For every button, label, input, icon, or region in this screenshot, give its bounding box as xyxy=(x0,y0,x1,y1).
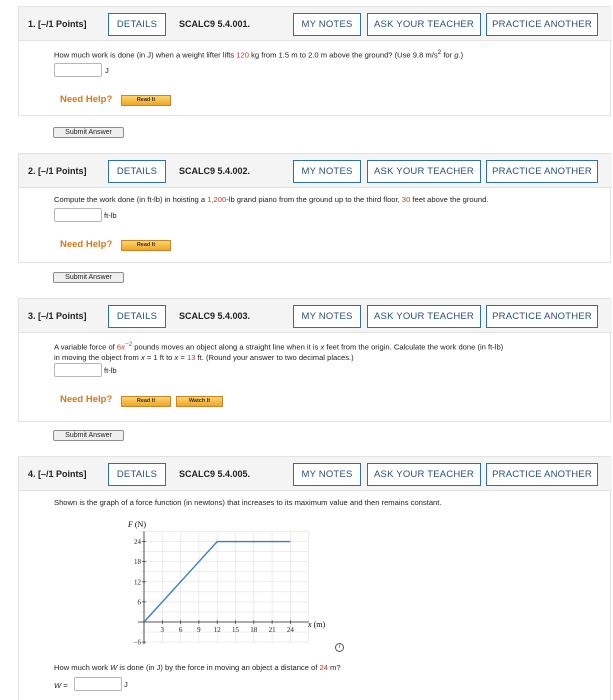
question-code: SCALC9 5.4.003. xyxy=(179,311,251,321)
question-code: SCALC9 5.4.001. xyxy=(179,19,251,29)
my-notes-button[interactable]: MY NOTES xyxy=(293,13,361,36)
question-prompt: A variable force of $6x^{-2}$ pounds moves an object along a straight line when it is x feet from the origin. Calculate the work done (in ft-lb) in moving the object from x = 1 ft to x = 13 ft. (Round your answer to two decimal places.) xyxy=(54,341,504,362)
answer-input[interactable] xyxy=(54,208,102,222)
details-button[interactable]: DETAILS xyxy=(108,305,166,328)
submit-answer-button[interactable]: Submit Answer xyxy=(53,272,124,283)
question-header xyxy=(19,457,612,491)
need-help-label: Need Help? xyxy=(60,239,113,250)
submit-answer-button[interactable]: Submit Answer xyxy=(53,127,124,138)
question-4-ask: How much work W is done (in J) by the force in moving an object a distance of 24 m? xyxy=(54,663,341,672)
answer-unit: J xyxy=(124,680,128,689)
y-tick-label: 6 xyxy=(137,598,141,607)
x-tick-label: 18 xyxy=(250,626,258,634)
question-header xyxy=(19,299,612,333)
x-axis-label: x (m) xyxy=(308,620,326,629)
question-prompt: How much work is done (in J) when a weight lifter lifts 120 kg from 1.5 m to 2.0 m above the ground? (Use 9.8 $m/s^2$ for g.) xyxy=(54,49,464,60)
question-code: SCALC9 5.4.005. xyxy=(179,469,251,479)
question-header xyxy=(19,7,612,41)
x-tick-label: 24 xyxy=(286,626,294,634)
question-code: SCALC9 5.4.002. xyxy=(179,166,251,176)
answer-input[interactable] xyxy=(54,363,102,377)
question-number: 4. [–/1 Points] xyxy=(28,469,87,479)
answer-unit: J xyxy=(105,66,109,75)
practice-another-button[interactable]: PRACTICE ANOTHER xyxy=(486,160,598,183)
x-tick-label: 21 xyxy=(268,626,276,634)
watch-it-button[interactable]: Watch It xyxy=(176,396,223,407)
ask-teacher-button[interactable]: ASK YOUR TEACHER xyxy=(367,13,481,36)
info-icon[interactable]: i xyxy=(335,643,344,652)
read-it-button[interactable]: Read It xyxy=(121,240,171,251)
practice-another-button[interactable]: PRACTICE ANOTHER xyxy=(486,463,598,486)
question-number: 1. [–/1 Points] xyxy=(28,19,87,29)
answer-label: W = xyxy=(54,681,68,690)
y-tick-label: −6 xyxy=(133,638,141,647)
need-help-label: Need Help? xyxy=(60,394,113,405)
question-number: 3. [–/1 Points] xyxy=(28,311,87,321)
answer-unit: ft-lb xyxy=(104,366,117,375)
read-it-button[interactable]: Read It xyxy=(121,396,171,407)
practice-another-button[interactable]: PRACTICE ANOTHER xyxy=(486,13,598,36)
answer-input[interactable] xyxy=(74,677,122,691)
question-prompt: Shown is the graph of a force function (in newtons) that increases to its maximum value and then remains constant. xyxy=(54,498,442,507)
my-notes-button[interactable]: MY NOTES xyxy=(293,160,361,183)
question-prompt: Compute the work done (in ft-lb) in hoisting a 1,200-lb grand piano from the ground up to the third floor, 30 feet above the ground. xyxy=(54,195,489,204)
y-tick-label: 12 xyxy=(134,578,141,587)
details-button[interactable]: DETAILS xyxy=(108,160,166,183)
details-button[interactable]: DETAILS xyxy=(108,13,166,36)
details-button[interactable]: DETAILS xyxy=(108,463,166,486)
my-notes-button[interactable]: MY NOTES xyxy=(293,463,361,486)
x-tick-label: 3 xyxy=(160,626,165,634)
answer-input[interactable] xyxy=(54,63,102,77)
practice-another-button[interactable]: PRACTICE ANOTHER xyxy=(486,305,598,328)
ask-teacher-button[interactable]: ASK YOUR TEACHER xyxy=(367,305,481,328)
ask-teacher-button[interactable]: ASK YOUR TEACHER xyxy=(367,160,481,183)
chart-ticks xyxy=(134,538,295,647)
y-tick-label: 18 xyxy=(134,558,141,567)
x-tick-label: 9 xyxy=(197,626,201,634)
question-header xyxy=(19,154,612,188)
question-2 xyxy=(18,153,611,263)
question-3 xyxy=(18,298,611,422)
ask-teacher-button[interactable]: ASK YOUR TEACHER xyxy=(367,463,481,486)
question-4 xyxy=(18,456,611,700)
submit-answer-button[interactable]: Submit Answer xyxy=(53,430,124,441)
y-tick-label: 24 xyxy=(134,538,141,547)
answer-unit: ft-lb xyxy=(104,211,117,220)
force-graph xyxy=(101,517,331,655)
y-axis-label: F (N) xyxy=(128,520,146,529)
question-number: 2. [–/1 Points] xyxy=(28,166,87,176)
need-help-label: Need Help? xyxy=(60,94,113,105)
x-tick-label: 15 xyxy=(232,626,239,634)
my-notes-button[interactable]: MY NOTES xyxy=(293,305,361,328)
x-tick-label: 12 xyxy=(213,626,221,634)
x-tick-label: 6 xyxy=(178,626,183,634)
question-1 xyxy=(18,6,611,116)
read-it-button[interactable]: Read It xyxy=(121,95,171,106)
